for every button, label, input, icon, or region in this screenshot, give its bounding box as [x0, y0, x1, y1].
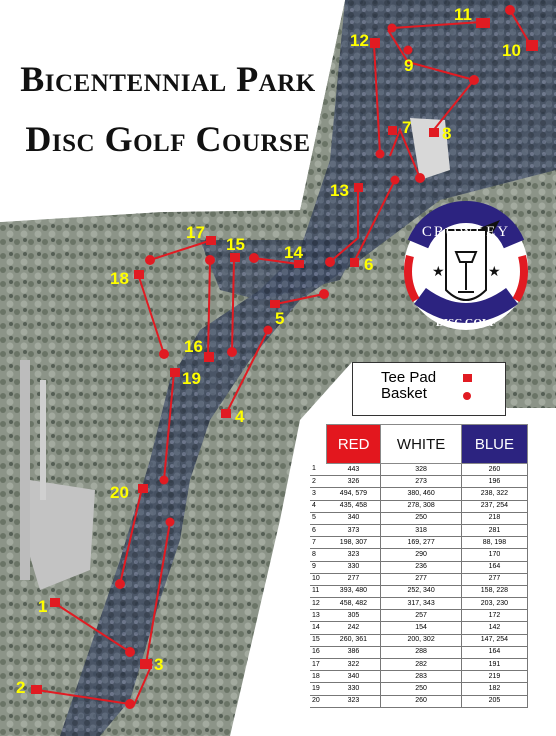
red-distance-cell: 242 [327, 622, 381, 634]
score-row [310, 537, 528, 549]
blue-distance-cell: 170 [461, 549, 527, 561]
score-row [310, 585, 528, 597]
blue-distance-cell: 158, 228 [461, 585, 527, 597]
blue-distance-cell: 88, 198 [461, 537, 527, 549]
hole-number-cell: 17 [310, 659, 327, 671]
hole-number-cell: 16 [310, 646, 327, 658]
hole-number-cell: 2 [310, 476, 327, 488]
blue-distance-cell: 147, 254 [461, 634, 527, 646]
score-row [310, 561, 528, 573]
red-distance-cell: 386 [327, 646, 381, 658]
score-row [310, 598, 528, 610]
header-blue: BLUE [461, 425, 527, 464]
hole-number-cell: 9 [310, 561, 327, 573]
red-distance-cell: 198, 307 [327, 537, 381, 549]
white-distance-cell: 277 [381, 573, 461, 585]
hole-number-13: 13 [330, 181, 349, 200]
page-title-line2: Disc Golf Course [25, 119, 311, 159]
red-distance-cell: 340 [327, 512, 381, 524]
score-row [310, 549, 528, 561]
hole-number-cell: 4 [310, 500, 327, 512]
white-distance-cell: 278, 308 [381, 500, 461, 512]
score-row [310, 610, 528, 622]
blue-distance-cell: 191 [461, 659, 527, 671]
red-distance-cell: 373 [327, 524, 381, 536]
white-distance-cell: 250 [381, 512, 461, 524]
hole-number-2: 2 [16, 678, 26, 697]
hole-number-cell: 1 [310, 464, 327, 476]
white-distance-cell: 236 [381, 561, 461, 573]
white-distance-cell: 257 [381, 610, 461, 622]
hole-number-9: 9 [404, 56, 414, 75]
blue-distance-cell: 205 [461, 695, 527, 707]
hole-number-6: 6 [364, 255, 374, 274]
blue-distance-cell: 219 [461, 671, 527, 683]
blue-distance-cell: 172 [461, 610, 527, 622]
hole-number-cell: 18 [310, 671, 327, 683]
score-row [310, 683, 528, 695]
hole-number-cell: 12 [310, 598, 327, 610]
svg-text:★: ★ [488, 264, 501, 280]
hole-number-cell: 14 [310, 622, 327, 634]
hole-number-cell: 5 [310, 512, 327, 524]
white-distance-cell: 273 [381, 476, 461, 488]
score-row [310, 646, 528, 658]
map-legend [352, 362, 506, 416]
hole-number-cell: 15 [310, 634, 327, 646]
hole-number-cell: 6 [310, 524, 327, 536]
red-distance-cell: 323 [327, 549, 381, 561]
hole-number-cell: 3 [310, 488, 327, 500]
red-distance-cell: 340 [327, 671, 381, 683]
red-distance-cell: 305 [327, 610, 381, 622]
blue-distance-cell: 281 [461, 524, 527, 536]
score-row [310, 464, 528, 476]
red-distance-cell: 330 [327, 683, 381, 695]
hole-number-cell: 8 [310, 549, 327, 561]
crowley-disc-golf-logo [404, 206, 528, 330]
blue-distance-cell: 277 [461, 573, 527, 585]
red-distance-cell: 322 [327, 659, 381, 671]
red-distance-cell: 435, 458 [327, 500, 381, 512]
red-distance-cell: 277 [327, 573, 381, 585]
red-distance-cell: 443 [327, 464, 381, 476]
scorecard-table [310, 424, 528, 708]
blue-distance-cell: 196 [461, 476, 527, 488]
header-red: RED [327, 425, 381, 464]
red-distance-cell: 494, 579 [327, 488, 381, 500]
hole-number-cell: 13 [310, 610, 327, 622]
white-distance-cell: 380, 460 [381, 488, 461, 500]
basket-icon [463, 392, 471, 400]
score-row [310, 524, 528, 536]
white-distance-cell: 200, 302 [381, 634, 461, 646]
blue-distance-cell: 142 [461, 622, 527, 634]
hole-number-12: 12 [350, 31, 369, 50]
white-distance-cell: 318 [381, 524, 461, 536]
page-title-line1: Bicentennial Park [20, 59, 316, 99]
legend-basket-label: Basket [381, 385, 427, 402]
blue-distance-cell: 218 [461, 512, 527, 524]
white-distance-cell: 283 [381, 671, 461, 683]
blue-distance-cell: 164 [461, 561, 527, 573]
white-distance-cell: 250 [381, 683, 461, 695]
blue-distance-cell: 260 [461, 464, 527, 476]
header-white: WHITE [381, 425, 461, 464]
hole-number-cell: 11 [310, 585, 327, 597]
white-distance-cell: 290 [381, 549, 461, 561]
hole-number-19: 19 [182, 369, 201, 388]
score-row [310, 500, 528, 512]
hole-number-18: 18 [110, 269, 129, 288]
hole-number-5: 5 [275, 309, 285, 328]
hole-number-1: 1 [38, 597, 48, 616]
score-row [310, 695, 528, 707]
logo-text-top: CROWLEY [421, 224, 511, 240]
hole-number-11: 11 [454, 5, 472, 24]
hole-number-cell: 10 [310, 573, 327, 585]
score-row [310, 622, 528, 634]
blue-distance-cell: 182 [461, 683, 527, 695]
logo-text-bottom: DISC GOLF [435, 317, 497, 329]
hole-number-cell: 20 [310, 695, 327, 707]
white-distance-cell: 328 [381, 464, 461, 476]
hole-number-15: 15 [226, 235, 245, 254]
white-distance-cell: 154 [381, 622, 461, 634]
white-distance-cell: 317, 343 [381, 598, 461, 610]
hole-number-16: 16 [184, 337, 203, 356]
score-row [310, 573, 528, 585]
score-row [310, 671, 528, 683]
hole-number-17: 17 [186, 223, 205, 242]
tee-pad-icon [463, 374, 472, 382]
hole-number-3: 3 [154, 655, 164, 674]
white-distance-cell: 169, 277 [381, 537, 461, 549]
red-distance-cell: 458, 482 [327, 598, 381, 610]
white-distance-cell: 260 [381, 695, 461, 707]
hole-number-20: 20 [110, 483, 129, 502]
hole-number-cell: 7 [310, 537, 327, 549]
svg-text:★: ★ [432, 264, 445, 280]
white-distance-cell: 288 [381, 646, 461, 658]
hole-number-14: 14 [284, 243, 303, 262]
hole-number-10: 10 [502, 41, 521, 60]
white-distance-cell: 252, 340 [381, 585, 461, 597]
blue-distance-cell: 238, 322 [461, 488, 527, 500]
score-row [310, 512, 528, 524]
red-distance-cell: 323 [327, 695, 381, 707]
hole-number-cell: 19 [310, 683, 327, 695]
score-row [310, 634, 528, 646]
hole-number-4: 4 [235, 407, 245, 426]
red-distance-cell: 393, 480 [327, 585, 381, 597]
score-row [310, 659, 528, 671]
blue-distance-cell: 203, 230 [461, 598, 527, 610]
hole-number-8: 8 [442, 124, 452, 143]
white-distance-cell: 282 [381, 659, 461, 671]
blue-distance-cell: 237, 254 [461, 500, 527, 512]
hole-number-7: 7 [402, 118, 412, 137]
blue-distance-cell: 164 [461, 646, 527, 658]
red-distance-cell: 260, 361 [327, 634, 381, 646]
score-row [310, 488, 528, 500]
legend-tee-label: Tee Pad [381, 369, 437, 386]
score-row [310, 476, 528, 488]
red-distance-cell: 330 [327, 561, 381, 573]
red-distance-cell: 326 [327, 476, 381, 488]
